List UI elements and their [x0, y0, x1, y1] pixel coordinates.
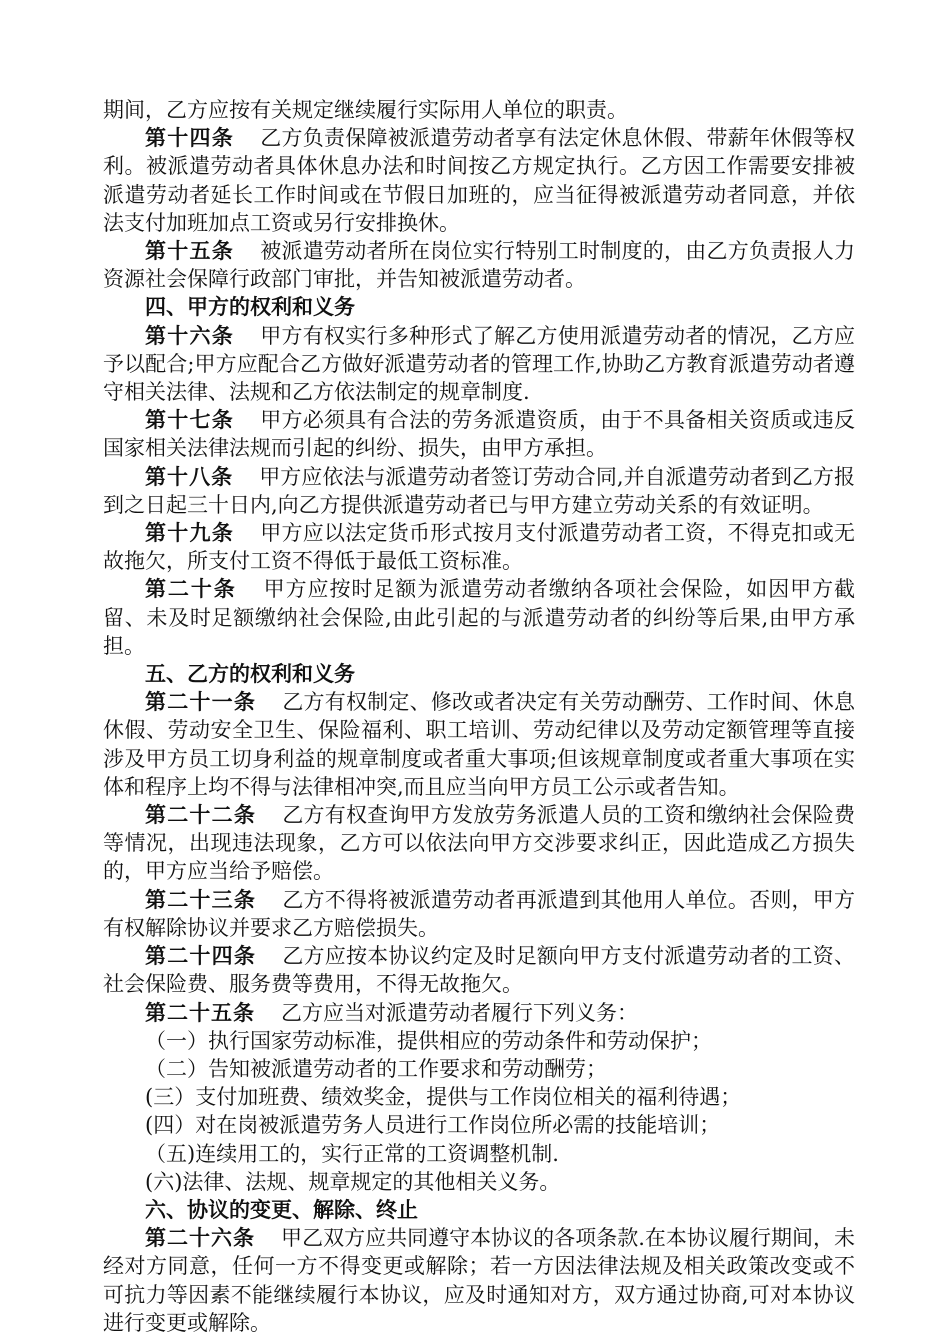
article-text: 乙方不得将被派遣劳动者再派遣到其他用人单位。否则，甲方有权解除协议并要求乙方赔偿损失。 [103, 887, 855, 940]
article-text: 乙方应当对派遣劳动者履行下列义务： [281, 1000, 638, 1025]
article-paragraph [103, 942, 855, 998]
list-item: (六)法律、法规、规章规定的其他相关义务。 [145, 1169, 561, 1194]
article-paragraph [103, 322, 855, 407]
article-label: 第二十五条 [145, 999, 255, 1025]
article-paragraph [103, 124, 855, 237]
section-heading: 四、甲方的权利和义务 [145, 294, 355, 320]
article-label: 第二十四条 [145, 943, 257, 969]
document-page [103, 96, 855, 1337]
article-text: 乙方有权查询甲方发放劳务派遣人员的工资和缴纳社会保险费等情况，出现违法现象，乙方可以依法向甲方交涉要求纠正，因此造成乙方损失的，甲方应当给予赔偿。 [103, 803, 855, 884]
list-item: (四）对在岗被派遣劳务人员进行工作岗位所必需的技能培训； [145, 1113, 721, 1138]
article-paragraph [103, 688, 855, 801]
section-heading: 五、乙方的权利和义务 [145, 661, 355, 687]
article-text: 甲方应按时足额为派遣劳动者缴纳各项社会保险，如因甲方截留、未及时足额缴纳社会保险,由此引起的与派遣劳动者的纠纷等后果,由甲方承担。 [103, 577, 856, 658]
article-text: 乙方有权制定、修改或者决定有关劳动酬劳、工作时间、休息休假、劳动安全卫生、保险福利、职工培训、劳动纪律以及劳动定额管理等直接涉及甲方员工切身利益的规章制度或者重大事项;但该规章制度或者重大事项在实体和程序上均不得与法律相冲突,而且应当向甲方员工公示或者告知。 [103, 690, 855, 799]
article-label: 第十七条 [145, 407, 234, 433]
article-label: 第十八条 [145, 463, 234, 489]
article-text: 被派遣劳动者所在岗位实行特别工时制度的，由乙方负责报人力资源社会保障行政部门审批，并告知被派遣劳动者。 [103, 239, 855, 292]
section-heading: 六、协议的变更、解除、终止 [145, 1196, 418, 1222]
article-label: 第二十一条 [145, 689, 257, 715]
article-paragraph [103, 1224, 855, 1337]
article-paragraph [103, 237, 855, 293]
article-text: 乙方应按本协议约定及时足额向甲方支付派遣劳动者的工资、社会保险费、服务费等费用，不得无故拖欠。 [103, 944, 855, 997]
article-label: 第二十二条 [145, 802, 257, 828]
article-paragraph [103, 886, 855, 942]
article-paragraph [103, 463, 855, 519]
article-text: 甲方有权实行多种形式了解乙方使用派遣劳动者的情况，乙方应予以配合;甲方应配合乙方做好派遣劳动者的管理工作,协助乙方教育派遣劳动者遵守相关法律、法规和乙方依法制定的规章制度. [103, 323, 855, 405]
article-label: 第二十条 [145, 576, 237, 602]
article-label: 第二十六条 [145, 1225, 256, 1251]
article-label: 第十五条 [145, 238, 234, 264]
article-text: 乙方负责保障被派遣劳动者享有法定休息休假、带薪年休假等权利。被派遣劳动者具体休息办法和时间按乙方规定执行。乙方因工作需要安排被派遣劳动者延长工作时间或在节假日加班的，应当征得被派遣劳动者同意，并依法支付加班加点工资或另行安排换休。 [103, 126, 855, 235]
article-text: 甲方应以法定货币形式按月支付派遣劳动者工资，不得克扣或无故拖欠，所支付工资不得低于最低工资标准。 [103, 521, 855, 574]
article-text: 甲方应依法与派遣劳动者签订劳动合同,并自派遣劳动者到乙方报到之日起三十日内,向乙方提供派遣劳动者已与甲方建立劳动关系的有效证明。 [103, 464, 855, 517]
list-item: （一）执行国家劳动标准，提供相应的劳动条件和劳动保护； [145, 1028, 712, 1053]
article-label: 第十四条 [145, 125, 234, 151]
article-label: 第十六条 [145, 322, 234, 348]
list-item: (三）支付加班费、绩效奖金，提供与工作岗位相关的福利待遇； [145, 1085, 742, 1110]
list-item: （二）告知被派遣劳动者的工作要求和劳动酬劳； [145, 1056, 607, 1081]
article-label: 第十九条 [145, 520, 234, 546]
paragraph: 期间，乙方应按有关规定继续履行实际用人单位的职责。 [103, 98, 628, 122]
article-paragraph [103, 801, 855, 886]
article-paragraph [103, 999, 855, 1027]
article-paragraph [103, 575, 855, 660]
article-text: 甲乙双方应共同遵守本协议的各项条款.在本协议履行期间，未经对方同意，任何一方不得变更或解除；若一方因法律法规及相关政策改变或不可抗力等因素不能继续履行本协议，应及时通知对方，双方通过协商,可对本协议进行变更或解除。 [103, 1226, 855, 1335]
list-item: （五)连续用工的，实行正常的工资调整机制. [145, 1141, 559, 1166]
article-paragraph [103, 519, 855, 575]
article-label: 第二十三条 [145, 886, 257, 912]
article-paragraph [103, 406, 855, 462]
article-text: 甲方必须具有合法的劳务派遣资质，由于不具备相关资质或违反国家相关法律法规而引起的纠纷、损失，由甲方承担。 [103, 408, 855, 461]
